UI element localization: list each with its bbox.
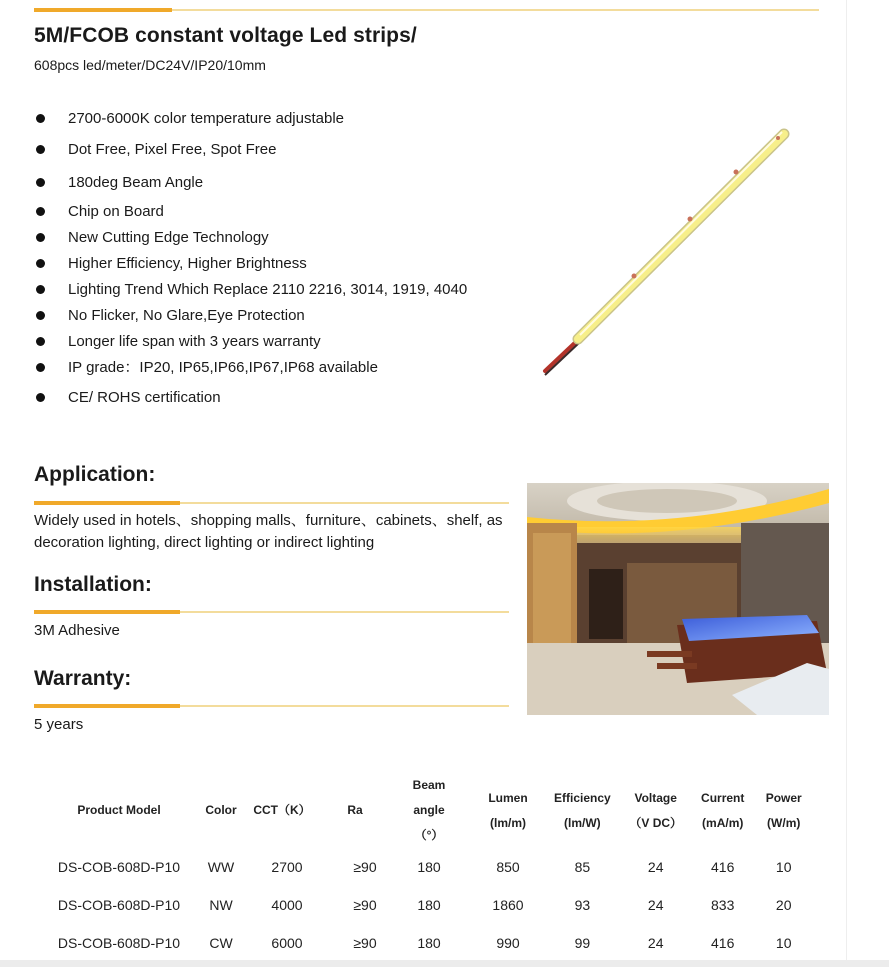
col-lumen: Lumen (lm/m) bbox=[488, 790, 528, 830]
cell-power: 20 bbox=[775, 897, 792, 913]
installation-heading: Installation: bbox=[34, 573, 152, 596]
col-product-model: Product Model bbox=[77, 803, 161, 817]
cell-color: WW bbox=[207, 859, 235, 875]
product-subtitle: 608pcs led/meter/DC24V/IP20/10mm bbox=[34, 57, 266, 73]
cell-beam-angle: 180 bbox=[417, 935, 441, 951]
table-header-row bbox=[46, 773, 823, 848]
col-beam-angle: Beam angle （°） bbox=[412, 778, 446, 842]
spec-table bbox=[46, 773, 823, 962]
feature-list bbox=[34, 106, 468, 410]
installation-divider bbox=[34, 611, 509, 613]
cell-beam-angle: 180 bbox=[417, 897, 441, 913]
warranty-divider-accent bbox=[34, 704, 180, 708]
col-ra: Ra bbox=[347, 803, 363, 817]
col-voltage: Voltage （V DC） bbox=[629, 790, 683, 830]
cell-current: 833 bbox=[711, 897, 735, 913]
cell-voltage: 24 bbox=[647, 935, 664, 951]
cell-ra: ≥90 bbox=[353, 897, 377, 913]
cell-model: DS-COB-608D-P10 bbox=[57, 897, 181, 913]
product-title: 5M/FCOB constant voltage Led strips/ bbox=[34, 24, 417, 47]
cell-ra: ≥90 bbox=[353, 859, 377, 875]
col-current: Current (mA/m) bbox=[701, 790, 745, 830]
warranty-divider bbox=[34, 705, 509, 707]
cell-voltage: 24 bbox=[647, 897, 664, 913]
cell-ra: ≥90 bbox=[353, 935, 377, 951]
cell-cct: 4000 bbox=[271, 897, 303, 913]
installation-divider-accent bbox=[34, 610, 180, 614]
col-cct: CCT（K） bbox=[253, 803, 311, 817]
feature-item: 180deg Beam Angle bbox=[34, 170, 468, 195]
feature-item: Dot Free, Pixel Free, Spot Free bbox=[34, 137, 468, 162]
cell-efficiency: 99 bbox=[574, 935, 591, 951]
cell-model: DS-COB-608D-P10 bbox=[57, 859, 181, 875]
feature-item: IP grade：IP20, IP65,IP66,IP67,IP68 available bbox=[34, 355, 468, 380]
feature-item: Higher Efficiency, Higher Brightness bbox=[34, 251, 468, 276]
top-divider-accent bbox=[34, 8, 172, 12]
cell-beam-angle: 180 bbox=[417, 859, 441, 875]
application-photo bbox=[527, 483, 829, 715]
cell-power: 10 bbox=[775, 935, 792, 951]
cell-color: CW bbox=[209, 935, 233, 951]
cell-lumen: 1860 bbox=[492, 897, 524, 913]
feature-item: Lighting Trend Which Replace 2110 2216, 3014, 1919, 4040 bbox=[34, 277, 468, 302]
cell-efficiency: 93 bbox=[574, 897, 591, 913]
cell-lumen: 990 bbox=[496, 935, 520, 951]
application-divider bbox=[34, 502, 509, 504]
warranty-text: 5 years bbox=[34, 716, 84, 733]
cell-cct: 2700 bbox=[271, 859, 303, 875]
warranty-heading: Warranty: bbox=[34, 667, 132, 690]
col-power: Power (W/m) bbox=[765, 790, 802, 830]
feature-item: Longer life span with 3 years warranty bbox=[34, 329, 468, 354]
feature-item: No Flicker, No Glare,Eye Protection bbox=[34, 303, 468, 328]
cell-voltage: 24 bbox=[647, 859, 664, 875]
cell-current: 416 bbox=[711, 859, 735, 875]
top-divider bbox=[34, 9, 819, 11]
right-edge-line bbox=[846, 0, 847, 960]
feature-item: CE/ ROHS certification bbox=[34, 385, 468, 410]
application-heading: Application: bbox=[34, 463, 156, 486]
cell-efficiency: 85 bbox=[574, 859, 591, 875]
cell-current: 416 bbox=[711, 935, 735, 951]
table-row bbox=[46, 886, 823, 924]
cell-lumen: 850 bbox=[496, 859, 520, 875]
col-efficiency: Efficiency (lm/W) bbox=[554, 790, 611, 830]
bottom-scrollbar-track[interactable] bbox=[0, 960, 889, 967]
cell-color: NW bbox=[209, 897, 233, 913]
application-divider-accent bbox=[34, 501, 180, 505]
feature-item: New Cutting Edge Technology bbox=[34, 225, 468, 250]
cell-cct: 6000 bbox=[271, 935, 303, 951]
cell-model: DS-COB-608D-P10 bbox=[57, 935, 181, 951]
table-row bbox=[46, 924, 823, 962]
feature-item: 2700-6000K color temperature adjustable bbox=[34, 106, 468, 131]
application-text: Widely used in hotels、shopping malls、furniture、cabinets、shelf, as decoration lighting, direct lighting or indirect lighting bbox=[34, 512, 503, 551]
led-strip-image bbox=[540, 125, 790, 380]
col-color: Color bbox=[205, 803, 237, 817]
table-row bbox=[46, 848, 823, 886]
installation-text: 3M Adhesive bbox=[34, 622, 120, 639]
feature-item: Chip on Board bbox=[34, 199, 468, 224]
cell-power: 10 bbox=[775, 859, 792, 875]
